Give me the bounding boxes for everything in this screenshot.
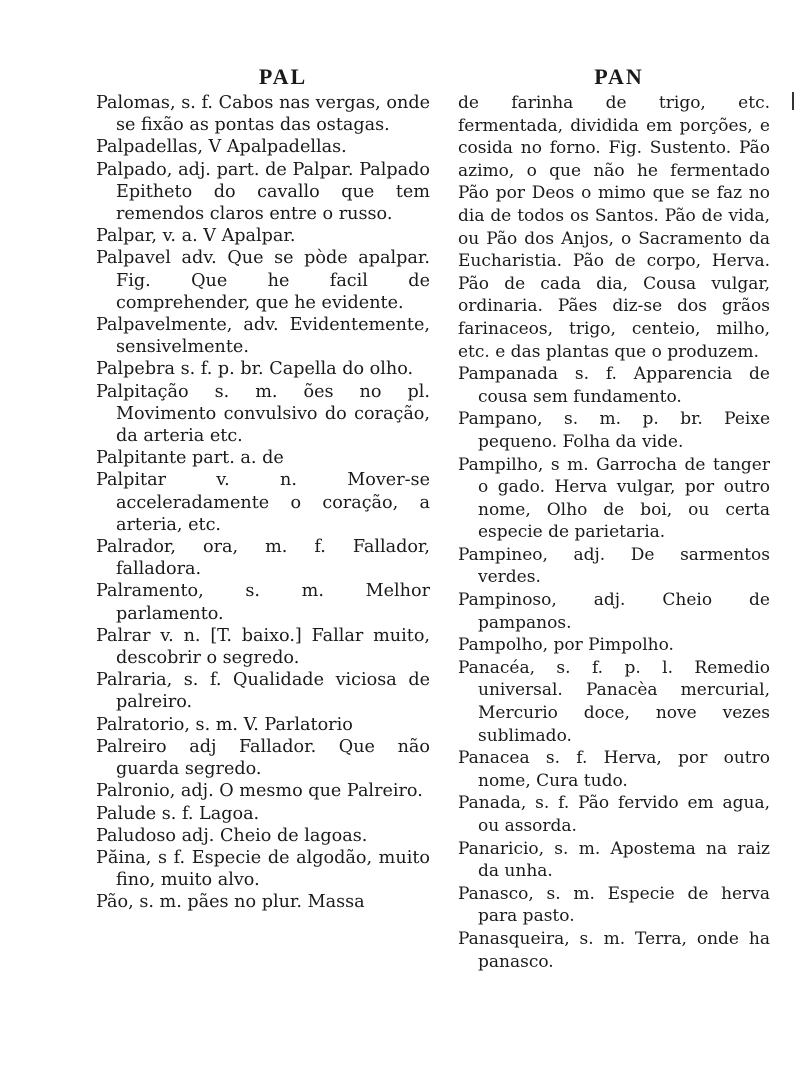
dictionary-entry: Palpitar v. n. Mover-se acceleradamente o coração, a arteria, etc. [96, 470, 430, 535]
dictionary-entry: Palpitante part. a. de [96, 448, 284, 469]
dictionary-entry: Palude s. f. Lagoa. [96, 803, 260, 824]
dictionary-entry: Pão, s. m. pães no plur. Massa [96, 892, 365, 913]
dictionary-entry: Palpadellas, V Apalpadellas. [96, 137, 347, 158]
dictionary-entry: Panada, s. f. Pão fervido em agua, ou assorda. [458, 793, 770, 836]
dictionary-entry: Palronio, adj. O mesmo que Palreiro. [96, 781, 423, 802]
dictionary-entry: Palramento, s. m. Melhor parlamento. [96, 581, 430, 624]
dictionary-entry: Palraria, s. f. Qualidade viciosa de palreiro. [96, 670, 430, 713]
dictionary-entry: Panasco, s. m. Especie de herva para pasto. [458, 883, 770, 927]
left-column-header: PAL [258, 64, 308, 89]
dictionary-entry: Palratorio, s. m. V. Parlatorio [96, 714, 353, 735]
dictionary-entry: Palpitação s. m. ões no pl. Movimento convulsivo do coração, da arteria etc. [96, 381, 430, 447]
dictionary-entry: Palrador, ora, m. f. Fallador, falladora. [96, 537, 430, 580]
left-column [96, 62, 430, 914]
dictionary-entry: Paludoso adj. Cheio de lagoas. [96, 825, 368, 846]
dictionary-entry: Panasqueira, s. m. Terra, onde ha panasco. [458, 928, 770, 972]
left-entries [96, 92, 430, 914]
dictionary-entry: Palrar v. n. [T. baixo.] Fallar muito, descobrir o segredo. [96, 625, 430, 669]
dictionary-entry: Palomas, s. f. Cabos nas vergas, onde se fixão as pontas das ostagas. [96, 93, 430, 136]
dictionary-entry: Palpavelmente, adv. Evidentemente, sensivelmente. [96, 315, 430, 358]
dictionary-entry: Pampinoso, adj. Cheio de pampanos. [458, 590, 770, 633]
dictionary-entry: Palreiro adj Fallador. Que não guarda segredo. [96, 736, 430, 780]
dictionary-entry: Palpar, v. a. V Apalpar. [96, 226, 296, 247]
right-column [458, 62, 770, 973]
dictionary-entry-continuation: de farinha de trigo, etc. fermentada, dividida em porções, e cosida no forno. Fig. Sustento. Pão azimo, o que não he fermentado Pão por Deos o mimo que se faz no dia de todos os Santos. Pão de vida, ou Pão dos Anjos, o Sacramento da Eucharistia. Pão de corpo, Herva. Pão de cada dia, Cousa vulgar, ordinaria. Pães diz-se dos grãos farinaceos, trigo, centeio, milho, etc. e das plantas que o produzem. [458, 93, 770, 362]
page-edge-mark [792, 92, 794, 110]
dictionary-entry: Panacea s. f. Herva, por outro nome, Cura tudo. [458, 748, 770, 791]
dictionary-entry: Pampilho, s m. Garrocha de tanger o gado. Herva vulgar, por outro nome, Olho de boi, ou certa especie de parietaria. [458, 454, 770, 543]
dictionary-entry: Păina, s f. Especie de algodão, muito fino, muito alvo. [96, 847, 430, 891]
right-column-header: PAN [594, 64, 644, 89]
dictionary-entry: Pampolho, por Pimpolho. [458, 635, 674, 656]
dictionary-entry: Pampineo, adj. De sarmentos verdes. [458, 544, 770, 588]
dictionary-entry: Palpavel adv. Que se pòde apalpar. Fig. Que he facil de comprehender, que he evidente. [96, 248, 430, 313]
dictionary-entry: Pampanada s. f. Apparencia de cousa sem fundamento. [458, 364, 770, 407]
dictionary-entry: Panacéa, s. f. p. l. Remedio universal. Panacèa mercurial, Mercurio doce, nove vezes sublimado. [458, 657, 770, 746]
right-entries [458, 92, 770, 973]
dictionary-entry: Panaricio, s. m. Apostema na raiz da unha. [458, 838, 770, 882]
dictionary-entry: Pampano, s. m. p. br. Peixe pequeno. Folha da vide. [458, 409, 770, 452]
dictionary-entry: Palpebra s. f. p. br. Capella do olho. [96, 359, 414, 380]
dictionary-entry: Palpado, adj. part. de Palpar. Palpado Epitheto do cavallo que tem remendos claros entre o russo. [96, 159, 430, 225]
